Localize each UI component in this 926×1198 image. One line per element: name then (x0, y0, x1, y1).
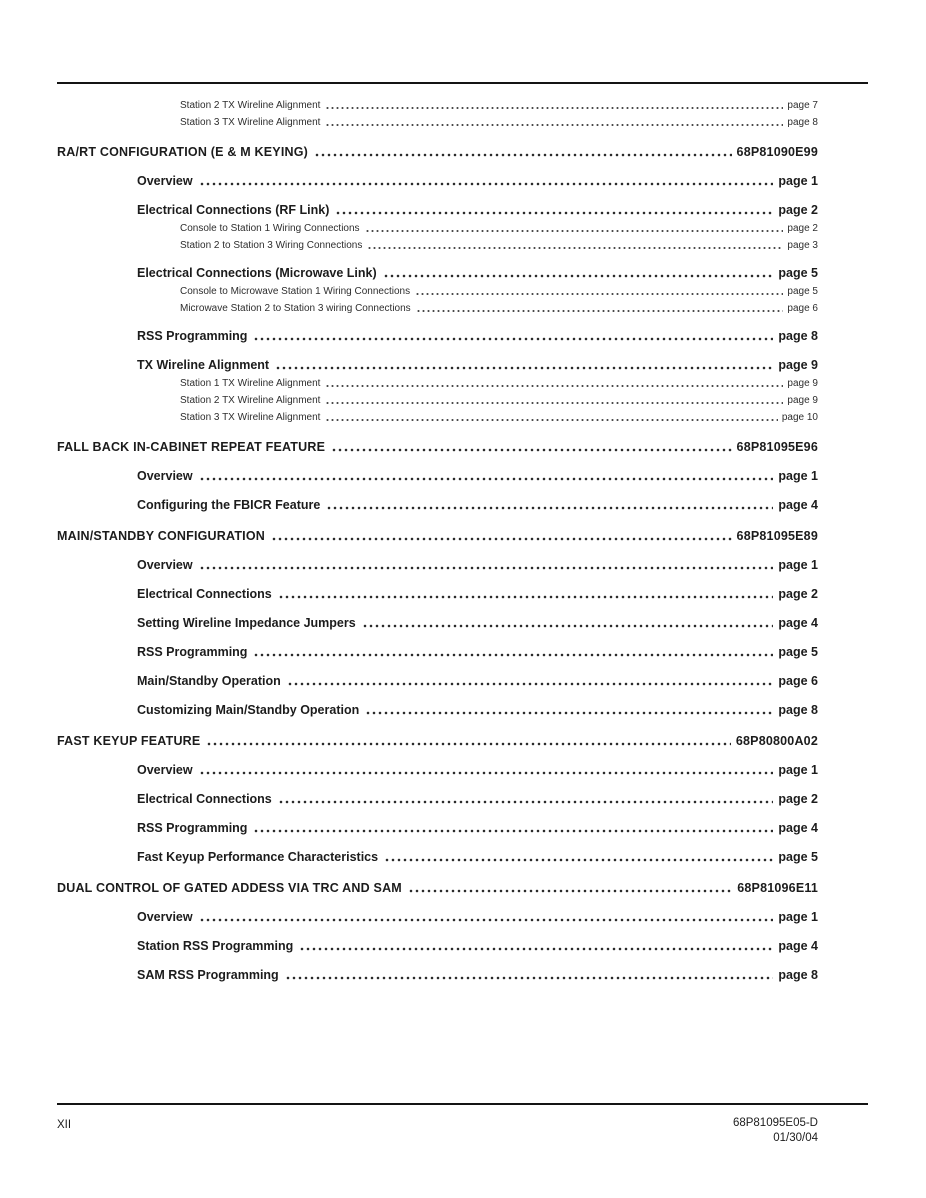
toc-entry-title: Station 2 TX Wireline Alignment (180, 100, 321, 111)
toc-entry (57, 616, 818, 631)
toc-entry-title: Electrical Connections (Microwave Link) (137, 266, 377, 280)
dot-leader (363, 624, 774, 628)
toc-entry (57, 645, 818, 660)
dot-leader (384, 274, 774, 278)
toc-entry-title: SAM RSS Programming (137, 968, 279, 982)
toc-entry-title: Microwave Station 2 to Station 3 wiring Connections (180, 303, 411, 314)
dot-leader (279, 595, 774, 599)
toc-entry-page: page 4 (778, 821, 818, 835)
toc-entry (57, 358, 818, 373)
toc-entry-page: page 8 (778, 968, 818, 982)
toc-entry-page: page 8 (787, 117, 818, 128)
footer-doc-date: 01/30/04 (773, 1132, 818, 1144)
toc-entry (57, 395, 818, 407)
toc-entry-title: TX Wireline Alignment (137, 358, 270, 372)
dot-leader (326, 418, 777, 422)
toc-entry-title: Console to Station 1 Wiring Connections (180, 223, 360, 234)
toc-entry-title: Main/Standby Operation (137, 674, 281, 688)
dot-leader (200, 477, 774, 481)
dot-leader (272, 537, 732, 541)
dot-leader (326, 401, 783, 405)
toc-entry (57, 240, 818, 252)
toc-entry (57, 117, 818, 129)
dot-leader (300, 947, 773, 951)
toc-entry-page: page 2 (778, 203, 818, 217)
toc-entry-title: Electrical Connections (137, 587, 272, 601)
toc-entry-page: page 8 (778, 703, 818, 717)
dot-leader (276, 366, 773, 370)
toc-entry-title: RSS Programming (137, 329, 248, 343)
dot-leader (200, 771, 774, 775)
toc-entry (57, 850, 818, 865)
dot-leader (207, 742, 730, 746)
toc-entry (57, 469, 818, 484)
toc-entry-page: page 1 (778, 558, 818, 572)
dot-leader (326, 384, 783, 388)
dot-leader (336, 211, 773, 215)
toc-entry-title: FAST KEYUP FEATURE (57, 734, 201, 748)
toc-entry-page: page 5 (778, 266, 818, 280)
dot-leader (286, 976, 774, 980)
dot-leader (332, 448, 731, 452)
toc-entry-title: RSS Programming (137, 645, 248, 659)
dot-leader (326, 106, 783, 110)
toc-entry-title: Station 2 TX Wireline Alignment (180, 395, 321, 406)
toc-entry-page: page 4 (778, 616, 818, 630)
toc-entry (57, 378, 818, 390)
toc-entry-page: 68P81096E11 (737, 881, 818, 895)
toc-entry-title: Fast Keyup Performance Characteristics (137, 850, 379, 864)
toc-entry-title: Electrical Connections (137, 792, 272, 806)
toc-entry (57, 821, 818, 836)
footer-doc-number: 68P81095E05-D (732, 1117, 818, 1129)
toc-entry-page: page 6 (778, 674, 818, 688)
toc-entry (57, 703, 818, 718)
toc-entry (57, 910, 818, 925)
dot-leader (326, 123, 783, 127)
toc-entry-title: Overview (137, 469, 193, 483)
toc-entry-title: Station RSS Programming (137, 939, 294, 953)
toc-entry (57, 968, 818, 983)
toc-entry-page: 68P81095E89 (736, 529, 818, 543)
dot-leader (368, 246, 783, 250)
toc-entry (57, 529, 818, 544)
toc-entry (57, 100, 818, 112)
toc-entry-page: page 9 (787, 395, 818, 406)
toc-entry-page: page 5 (778, 850, 818, 864)
dot-leader (327, 506, 773, 510)
toc-entry-title: Station 3 TX Wireline Alignment (180, 412, 321, 423)
toc-entry-title: FALL BACK IN-CABINET REPEAT FEATURE (57, 440, 326, 454)
dot-leader (254, 653, 773, 657)
toc-entry-page: page 2 (787, 223, 818, 234)
dot-leader (315, 153, 732, 157)
toc-entry (57, 939, 818, 954)
toc-entry-page: page 5 (787, 286, 818, 297)
toc-entry-title: MAIN/STANDBY CONFIGURATION (57, 529, 265, 543)
toc-entry (57, 674, 818, 689)
toc-entry (57, 174, 818, 189)
toc-entry (57, 587, 818, 602)
toc-entry-page: page 8 (778, 329, 818, 343)
toc-entry-page: 68P81090E99 (736, 145, 818, 159)
toc-entry-page: page 1 (778, 763, 818, 777)
toc-entry (57, 145, 818, 160)
dot-leader (366, 711, 773, 715)
bottom-rule (57, 1103, 868, 1105)
toc-entry-page: page 4 (778, 498, 818, 512)
toc-entry-title: Overview (137, 910, 193, 924)
toc-entry-title: Overview (137, 763, 193, 777)
toc-entry (57, 881, 818, 896)
toc-entry-page: page 1 (778, 174, 818, 188)
dot-leader (288, 682, 774, 686)
toc-entry (57, 266, 818, 281)
dot-leader (366, 229, 784, 233)
toc-entry-title: Overview (137, 174, 193, 188)
toc-entry-page: page 9 (778, 358, 818, 372)
toc-entry-page: 68P80800A02 (735, 734, 818, 748)
toc-entry-title: Station 2 to Station 3 Wiring Connections (180, 240, 363, 251)
dot-leader (417, 309, 784, 313)
dot-leader (200, 566, 774, 570)
toc-entry (57, 203, 818, 218)
toc-entry-title: Electrical Connections (RF Link) (137, 203, 330, 217)
toc-entry-page: page 10 (781, 412, 818, 423)
toc-entry-page: page 7 (787, 100, 818, 111)
toc-entry-page: page 2 (778, 587, 818, 601)
toc-entry (57, 763, 818, 778)
dot-leader (416, 292, 783, 296)
dot-leader (254, 337, 773, 341)
dot-leader (200, 918, 774, 922)
dot-leader (279, 800, 774, 804)
toc-entry (57, 734, 818, 749)
toc-entry (57, 558, 818, 573)
toc-entry (57, 303, 818, 315)
toc-entry (57, 286, 818, 298)
toc-entry-page: page 1 (778, 469, 818, 483)
toc-entry-title: RA/RT CONFIGURATION (E & M KEYING) (57, 145, 309, 159)
footer-page-number: XII (57, 1119, 72, 1131)
toc-entry (57, 792, 818, 807)
toc-entry (57, 412, 818, 424)
toc-entry-page: page 9 (787, 378, 818, 389)
toc-entry-title: Console to Microwave Station 1 Wiring Connections (180, 286, 411, 297)
toc-entry-title: RSS Programming (137, 821, 248, 835)
toc-entry-title: Customizing Main/Standby Operation (137, 703, 360, 717)
toc-entry (57, 440, 818, 455)
toc-entry-page: page 6 (787, 303, 818, 314)
footer-doc-info (57, 1116, 818, 1146)
toc-entry-page: page 4 (778, 939, 818, 953)
toc-entry-page: page 5 (778, 645, 818, 659)
dot-leader (254, 829, 773, 833)
toc-entry-title: Overview (137, 558, 193, 572)
toc-entry-title: Station 3 TX Wireline Alignment (180, 117, 321, 128)
toc-entry-page: page 1 (778, 910, 818, 924)
toc-entry-page: page 2 (778, 792, 818, 806)
toc-entry-title: Configuring the FBICR Feature (137, 498, 321, 512)
toc-entry (57, 223, 818, 235)
table-of-contents (57, 100, 818, 983)
toc-entry-page: 68P81095E96 (736, 440, 818, 454)
toc-entry-title: Setting Wireline Impedance Jumpers (137, 616, 356, 630)
toc-entry (57, 329, 818, 344)
toc-entry-title: Station 1 TX Wireline Alignment (180, 378, 321, 389)
toc-entry (57, 498, 818, 513)
toc-entry-title: DUAL CONTROL OF GATED ADDESS VIA TRC AND SAM (57, 881, 402, 895)
toc-entry-page: page 3 (787, 240, 818, 251)
dot-leader (200, 182, 774, 186)
dot-leader (385, 858, 773, 862)
dot-leader (409, 889, 732, 893)
top-rule (57, 82, 868, 84)
